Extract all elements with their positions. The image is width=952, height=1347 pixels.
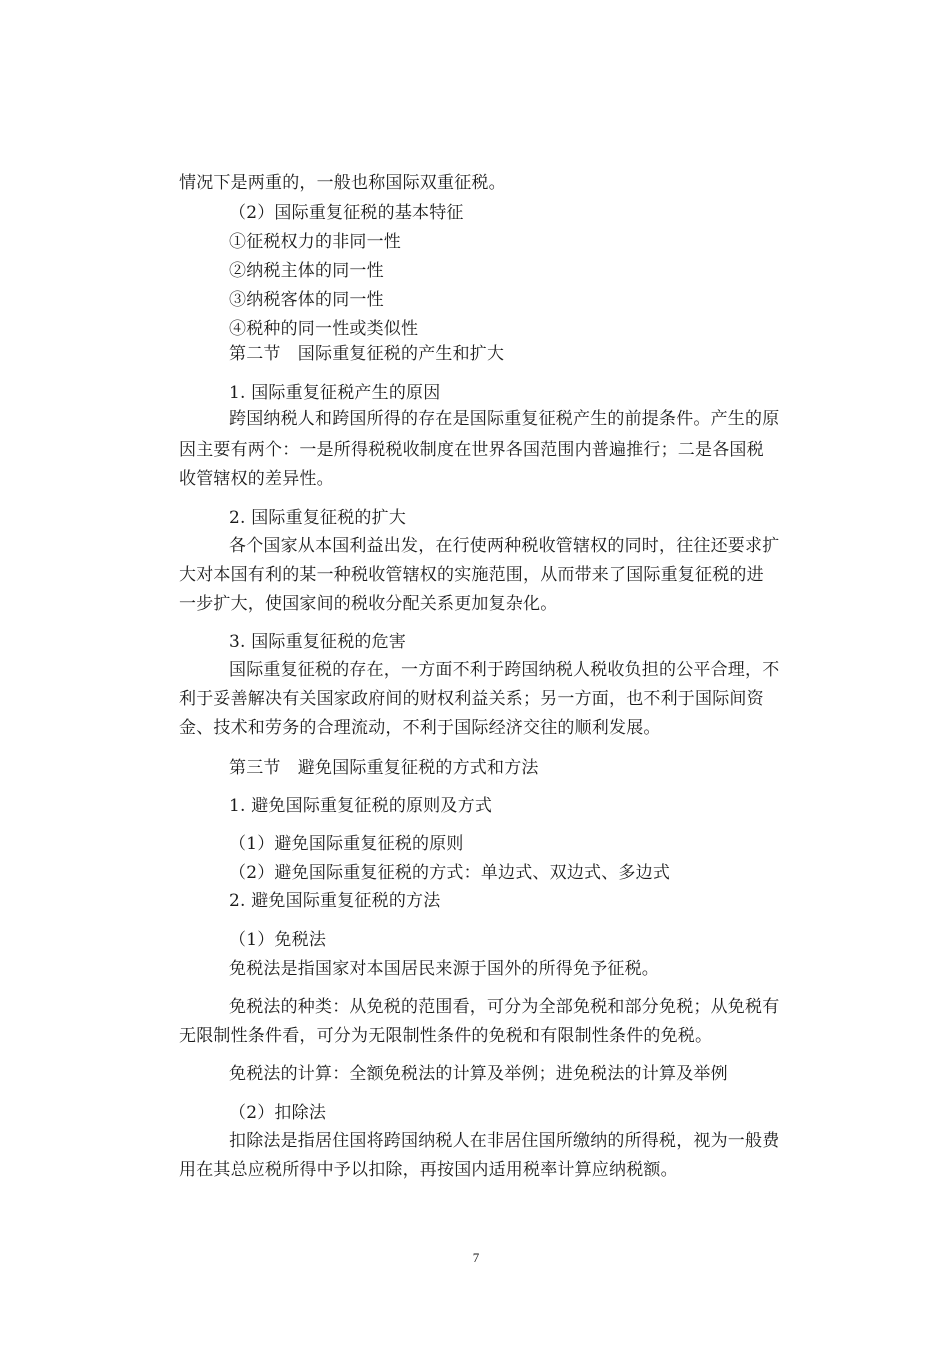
paragraph-harm-line-3: 金、技术和劳务的合理流动，不利于国际经济交往的顺利发展。 bbox=[179, 718, 661, 738]
paragraph-exemption-calculation: 免税法的计算：全额免税法的计算及举例；进免税法的计算及举例 bbox=[229, 1064, 728, 1084]
paragraph-exemption-types-line-2: 无限制性条件看，可分为无限制性条件的免税和有限制性条件的免税。 bbox=[179, 1026, 713, 1046]
paragraph-expansion-line-3: 一步扩大，使国家间的税收分配关系更加复杂化。 bbox=[179, 594, 558, 614]
list-item-feature-3: ③纳税客体的同一性 bbox=[229, 290, 384, 310]
section-heading-2: 第二节 国际重复征税的产生和扩大 bbox=[229, 344, 505, 364]
page-number: 7 bbox=[472, 1250, 480, 1265]
paragraph-harm-line-1: 国际重复征税的存在，一方面不利于跨国纳税人税收负担的公平合理，不 bbox=[229, 660, 780, 680]
list-item-feature-4: ④税种的同一性或类似性 bbox=[229, 319, 419, 339]
section-heading-3: 第三节 避免国际重复征税的方式和方法 bbox=[229, 758, 539, 778]
list-item-principles: （1）避免国际重复征税的原则 bbox=[229, 834, 464, 854]
subheading-principles: 1. 避免国际重复征税的原则及方式 bbox=[229, 796, 493, 816]
paragraph-harm-line-2: 利于妥善解决有关国家政府间的财权利益关系；另一方面，也不利于国际间资 bbox=[179, 689, 764, 709]
paragraph-expansion-line-2: 大对本国有利的某一种税收管辖权的实施范围，从而带来了国际重复征税的进 bbox=[179, 565, 764, 585]
paragraph-causes-line-1: 跨国纳税人和跨国所得的存在是国际重复征税产生的前提条件。产生的原 bbox=[229, 409, 780, 429]
paragraph-deduction-line-1: 扣除法是指居住国将跨国纳税人在非居住国所缴纳的所得税，视为一般费 bbox=[229, 1131, 780, 1151]
subheading-expansion: 2. 国际重复征税的扩大 bbox=[229, 508, 407, 528]
subheading-exemption: （1）免税法 bbox=[229, 930, 327, 950]
paragraph-exemption-definition: 免税法是指国家对本国居民来源于国外的所得免予征税。 bbox=[229, 959, 659, 979]
subheading-deduction: （2）扣除法 bbox=[229, 1103, 327, 1123]
subheading-causes: 1. 国际重复征税产生的原因 bbox=[229, 383, 441, 403]
list-item-modes: （2）避免国际重复征税的方式：单边式、双边式、多边式 bbox=[229, 863, 671, 883]
subheading-methods: 2. 避免国际重复征税的方法 bbox=[229, 891, 441, 911]
subheading-harm: 3. 国际重复征税的危害 bbox=[229, 632, 407, 652]
paragraph-deduction-line-2: 用在其总应税所得中予以扣除，再按国内适用税率计算应纳税额。 bbox=[179, 1160, 678, 1180]
paragraph-causes-line-2: 因主要有两个：一是所得税税收制度在世界各国范围内普遍推行；二是各国税 bbox=[179, 440, 764, 460]
subheading-basic-features: （2）国际重复征税的基本特征 bbox=[229, 203, 464, 223]
paragraph-causes-line-3: 收管辖权的差异性。 bbox=[179, 469, 334, 489]
list-item-feature-1: ①征税权力的非同一性 bbox=[229, 232, 401, 252]
list-item-feature-2: ②纳税主体的同一性 bbox=[229, 261, 384, 281]
paragraph-expansion-line-1: 各个国家从本国利益出发，在行使两种税收管辖权的同时，往往还要求扩 bbox=[229, 536, 780, 556]
paragraph-continuation: 情况下是两重的，一般也称国际双重征税。 bbox=[179, 173, 506, 193]
paragraph-exemption-types-line-1: 免税法的种类：从免税的范围看，可分为全部免税和部分免税；从免税有 bbox=[229, 997, 780, 1017]
